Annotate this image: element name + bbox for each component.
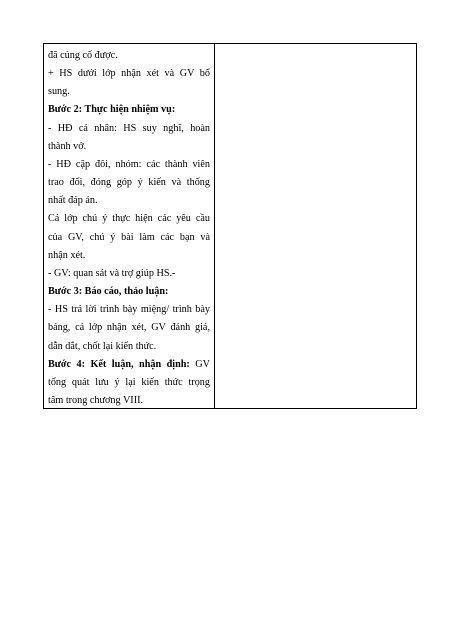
text-line: của GV, chú ý bài làm các bạn và xyxy=(48,231,210,243)
text-line: - GV: quan sát và trợ giúp HS.- xyxy=(48,267,176,279)
content-table xyxy=(43,43,417,409)
text-line: sung. xyxy=(48,86,70,98)
step-2-heading: Bước 2: Thực hiện nhiệm vụ: xyxy=(48,104,176,116)
text-line: tổng quát lưu ý lại kiến thức trọng xyxy=(48,376,210,388)
text-line: + HS dưới lớp nhận xét và GV bổ xyxy=(48,68,210,80)
text-line: tâm trong chương VIII. xyxy=(48,394,144,406)
step-3-heading: Bước 3: Báo cáo, thảo luận: xyxy=(48,286,169,298)
text-line: - HĐ cặp đôi, nhóm: các thành viên xyxy=(48,158,210,170)
text-line: bảng, cả lớp nhận xét, GV đánh giá, xyxy=(48,322,210,334)
text-line: trao đổi, đóng góp ý kiến và thống xyxy=(48,177,210,189)
text-line: Cả lớp chú ý thực hiện các yêu cầu xyxy=(48,213,210,225)
text-line: - HĐ cá nhân: HS suy nghĩ, hoàn xyxy=(48,122,210,134)
text-line: nhận xét. xyxy=(48,249,86,261)
text-line: - HS trả lời trình bày miệng/ trình bày xyxy=(48,304,210,316)
text-line: đã củng cố được. xyxy=(48,50,118,61)
text-line: dẫn dắt, chốt lại kiến thức. xyxy=(48,340,157,352)
text-line: nhất đáp án. xyxy=(48,195,98,207)
step-4-heading: Bước 4: Kết luận, nhận định: GV xyxy=(48,358,211,370)
activity-column xyxy=(44,44,215,408)
empty-column xyxy=(215,44,416,408)
text-line: thành vở. xyxy=(48,140,87,152)
